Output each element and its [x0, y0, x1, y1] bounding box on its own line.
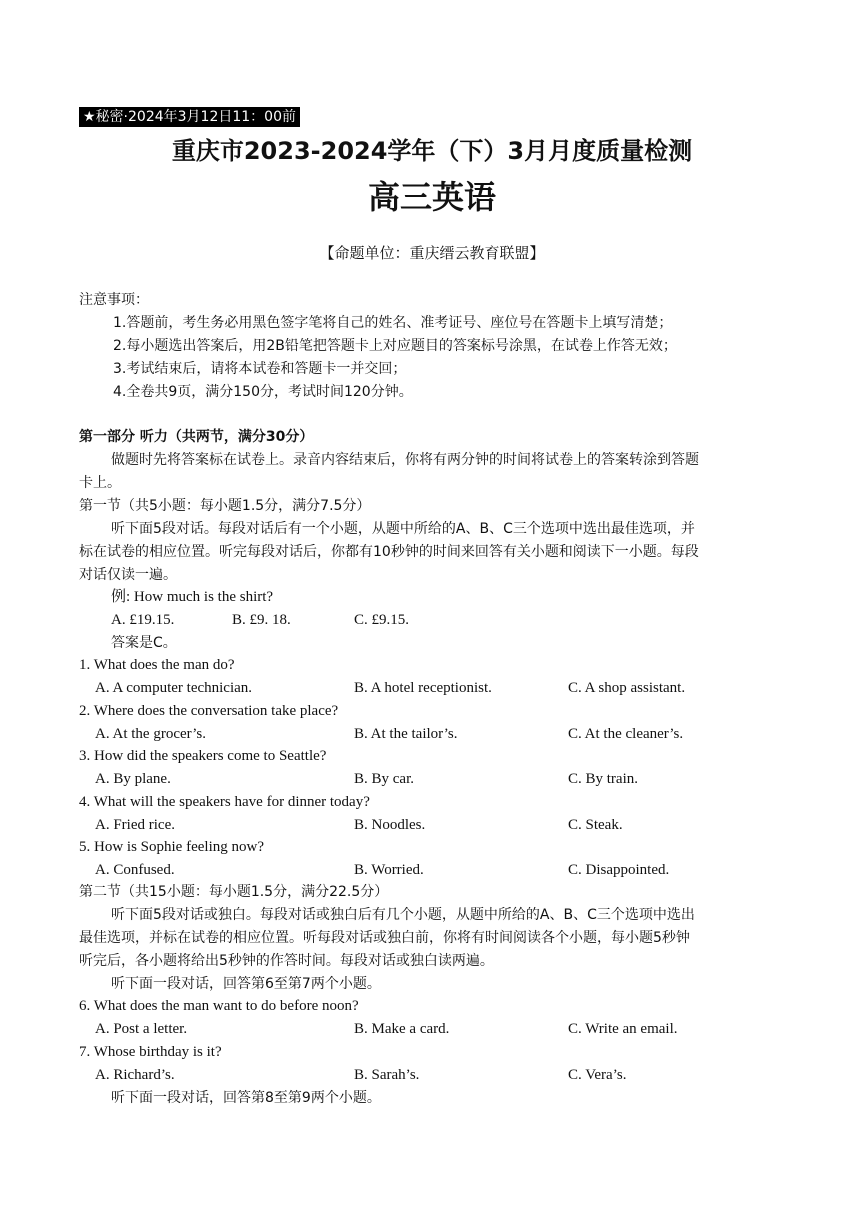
- proposer-line: 【命题单位：重庆缙云教育联盟】: [319, 244, 545, 262]
- confidential-label: ★秘密·2024年3月12日11：00前: [79, 107, 300, 127]
- question-2-option-a: A. At the grocer’s.: [95, 726, 206, 742]
- question-5-option-a: A. Confused.: [95, 862, 175, 878]
- section2-intro: 听下面5段对话或独白。每段对话或独白后有几个小题，从题中所给的A、B、C三个选项中选出: [111, 907, 695, 923]
- example-question: 例: How much is the shirt?: [111, 589, 274, 605]
- subject-title: 高三英语: [367, 178, 496, 216]
- section1-intro: 对话仅读一遍。: [79, 567, 177, 583]
- question-7: 7. Whose birthday is it?: [79, 1044, 222, 1060]
- question-2: 2. Where does the conversation take place?: [79, 703, 339, 719]
- question-2-option-c: C. At the cleaner’s.: [568, 726, 684, 742]
- note-item: 4.全卷共9页，满分150分，考试时间120分钟。: [113, 384, 413, 400]
- question-7-option-c: C. Vera’s.: [568, 1067, 627, 1083]
- example-option-c: C. £9.15.: [354, 612, 410, 628]
- question-3-option-a: A. By plane.: [95, 771, 171, 787]
- question-3-option-c: C. By train.: [568, 771, 638, 787]
- question-4: 4. What will the speakers have for dinner today?: [79, 794, 370, 810]
- question-2-option-b: B. At the tailor’s.: [354, 726, 458, 742]
- example-option-a: A. £19.15.: [111, 612, 175, 628]
- question-7-option-a: A. Richard’s.: [95, 1067, 175, 1083]
- question-1-option-b: B. A hotel receptionist.: [354, 680, 492, 696]
- question-3: 3. How did the speakers come to Seattle?: [79, 748, 327, 764]
- section1-intro: 标在试卷的相应位置。听完每段对话后，你都有10秒钟的时间来回答有关小题和阅读下一小题。每段: [79, 544, 699, 560]
- exam-title: 重庆市2023-2024学年（下）3月月度质量检测: [171, 137, 693, 165]
- notes-heading: 注意事项：: [79, 292, 149, 308]
- question-4-option-b: B. Noodles.: [354, 817, 426, 833]
- section2-intro: 最佳选项，并标在试卷的相应位置。听每段对话或独白前，你将有时间阅读各个小题，每小题5秒钟: [79, 930, 690, 946]
- section2-heading: 第二节（共15小题：每小题1.5分，满分22.5分）: [79, 884, 389, 900]
- question-5-option-c: C. Disappointed.: [568, 862, 670, 878]
- question-4-option-c: C. Steak.: [568, 817, 623, 833]
- note-item: 2.每小题选出答案后，用2B铅笔把答题卡上对应题目的答案标号涂黑，在试卷上作答无效；: [113, 338, 677, 354]
- question-1-option-a: A. A computer technician.: [95, 680, 253, 696]
- question-6-option-b: B. Make a card.: [354, 1021, 450, 1037]
- group-intro: 听下面一段对话，回答第8至第9两个小题。: [111, 1090, 381, 1106]
- question-6: 6. What does the man want to do before noon?: [79, 998, 359, 1014]
- part1-intro: 卡上。: [79, 475, 121, 491]
- example-answer: 答案是C。: [111, 635, 177, 651]
- question-4-option-a: A. Fried rice.: [95, 817, 175, 833]
- note-item: 1.答题前，考生务必用黑色签字笔将自己的姓名、准考证号、座位号在答题卡上填写清楚；: [113, 315, 673, 331]
- group-intro: 听下面一段对话，回答第6至第7两个小题。: [111, 976, 381, 992]
- question-5: 5. How is Sophie feeling now?: [79, 839, 264, 855]
- example-option-b: B. £9. 18.: [232, 612, 291, 628]
- section2-intro: 听完后，各小题将给出5秒钟的作答时间。每段对话或独白读两遍。: [79, 953, 494, 969]
- question-5-option-b: B. Worried.: [354, 862, 424, 878]
- section1-heading: 第一节（共5小题：每小题1.5分，满分7.5分）: [79, 498, 371, 514]
- section1-intro: 听下面5段对话。每段对话后有一个小题，从题中所给的A、B、C三个选项中选出最佳选项，并: [111, 521, 695, 537]
- question-3-option-b: B. By car.: [354, 771, 414, 787]
- part1-intro: 做题时先将答案标在试卷上。录音内容结束后，你将有两分钟的时间将试卷上的答案转涂到答题: [111, 452, 699, 468]
- question-6-option-a: A. Post a letter.: [95, 1021, 188, 1037]
- question-1: 1. What does the man do?: [79, 657, 235, 673]
- part1-heading: 第一部分 听力（共两节，满分30分）: [79, 429, 314, 445]
- question-7-option-b: B. Sarah’s.: [354, 1067, 420, 1083]
- question-6-option-c: C. Write an email.: [568, 1021, 678, 1037]
- note-item: 3.考试结束后，请将本试卷和答题卡一并交回；: [113, 361, 407, 377]
- question-1-option-c: C. A shop assistant.: [568, 680, 686, 696]
